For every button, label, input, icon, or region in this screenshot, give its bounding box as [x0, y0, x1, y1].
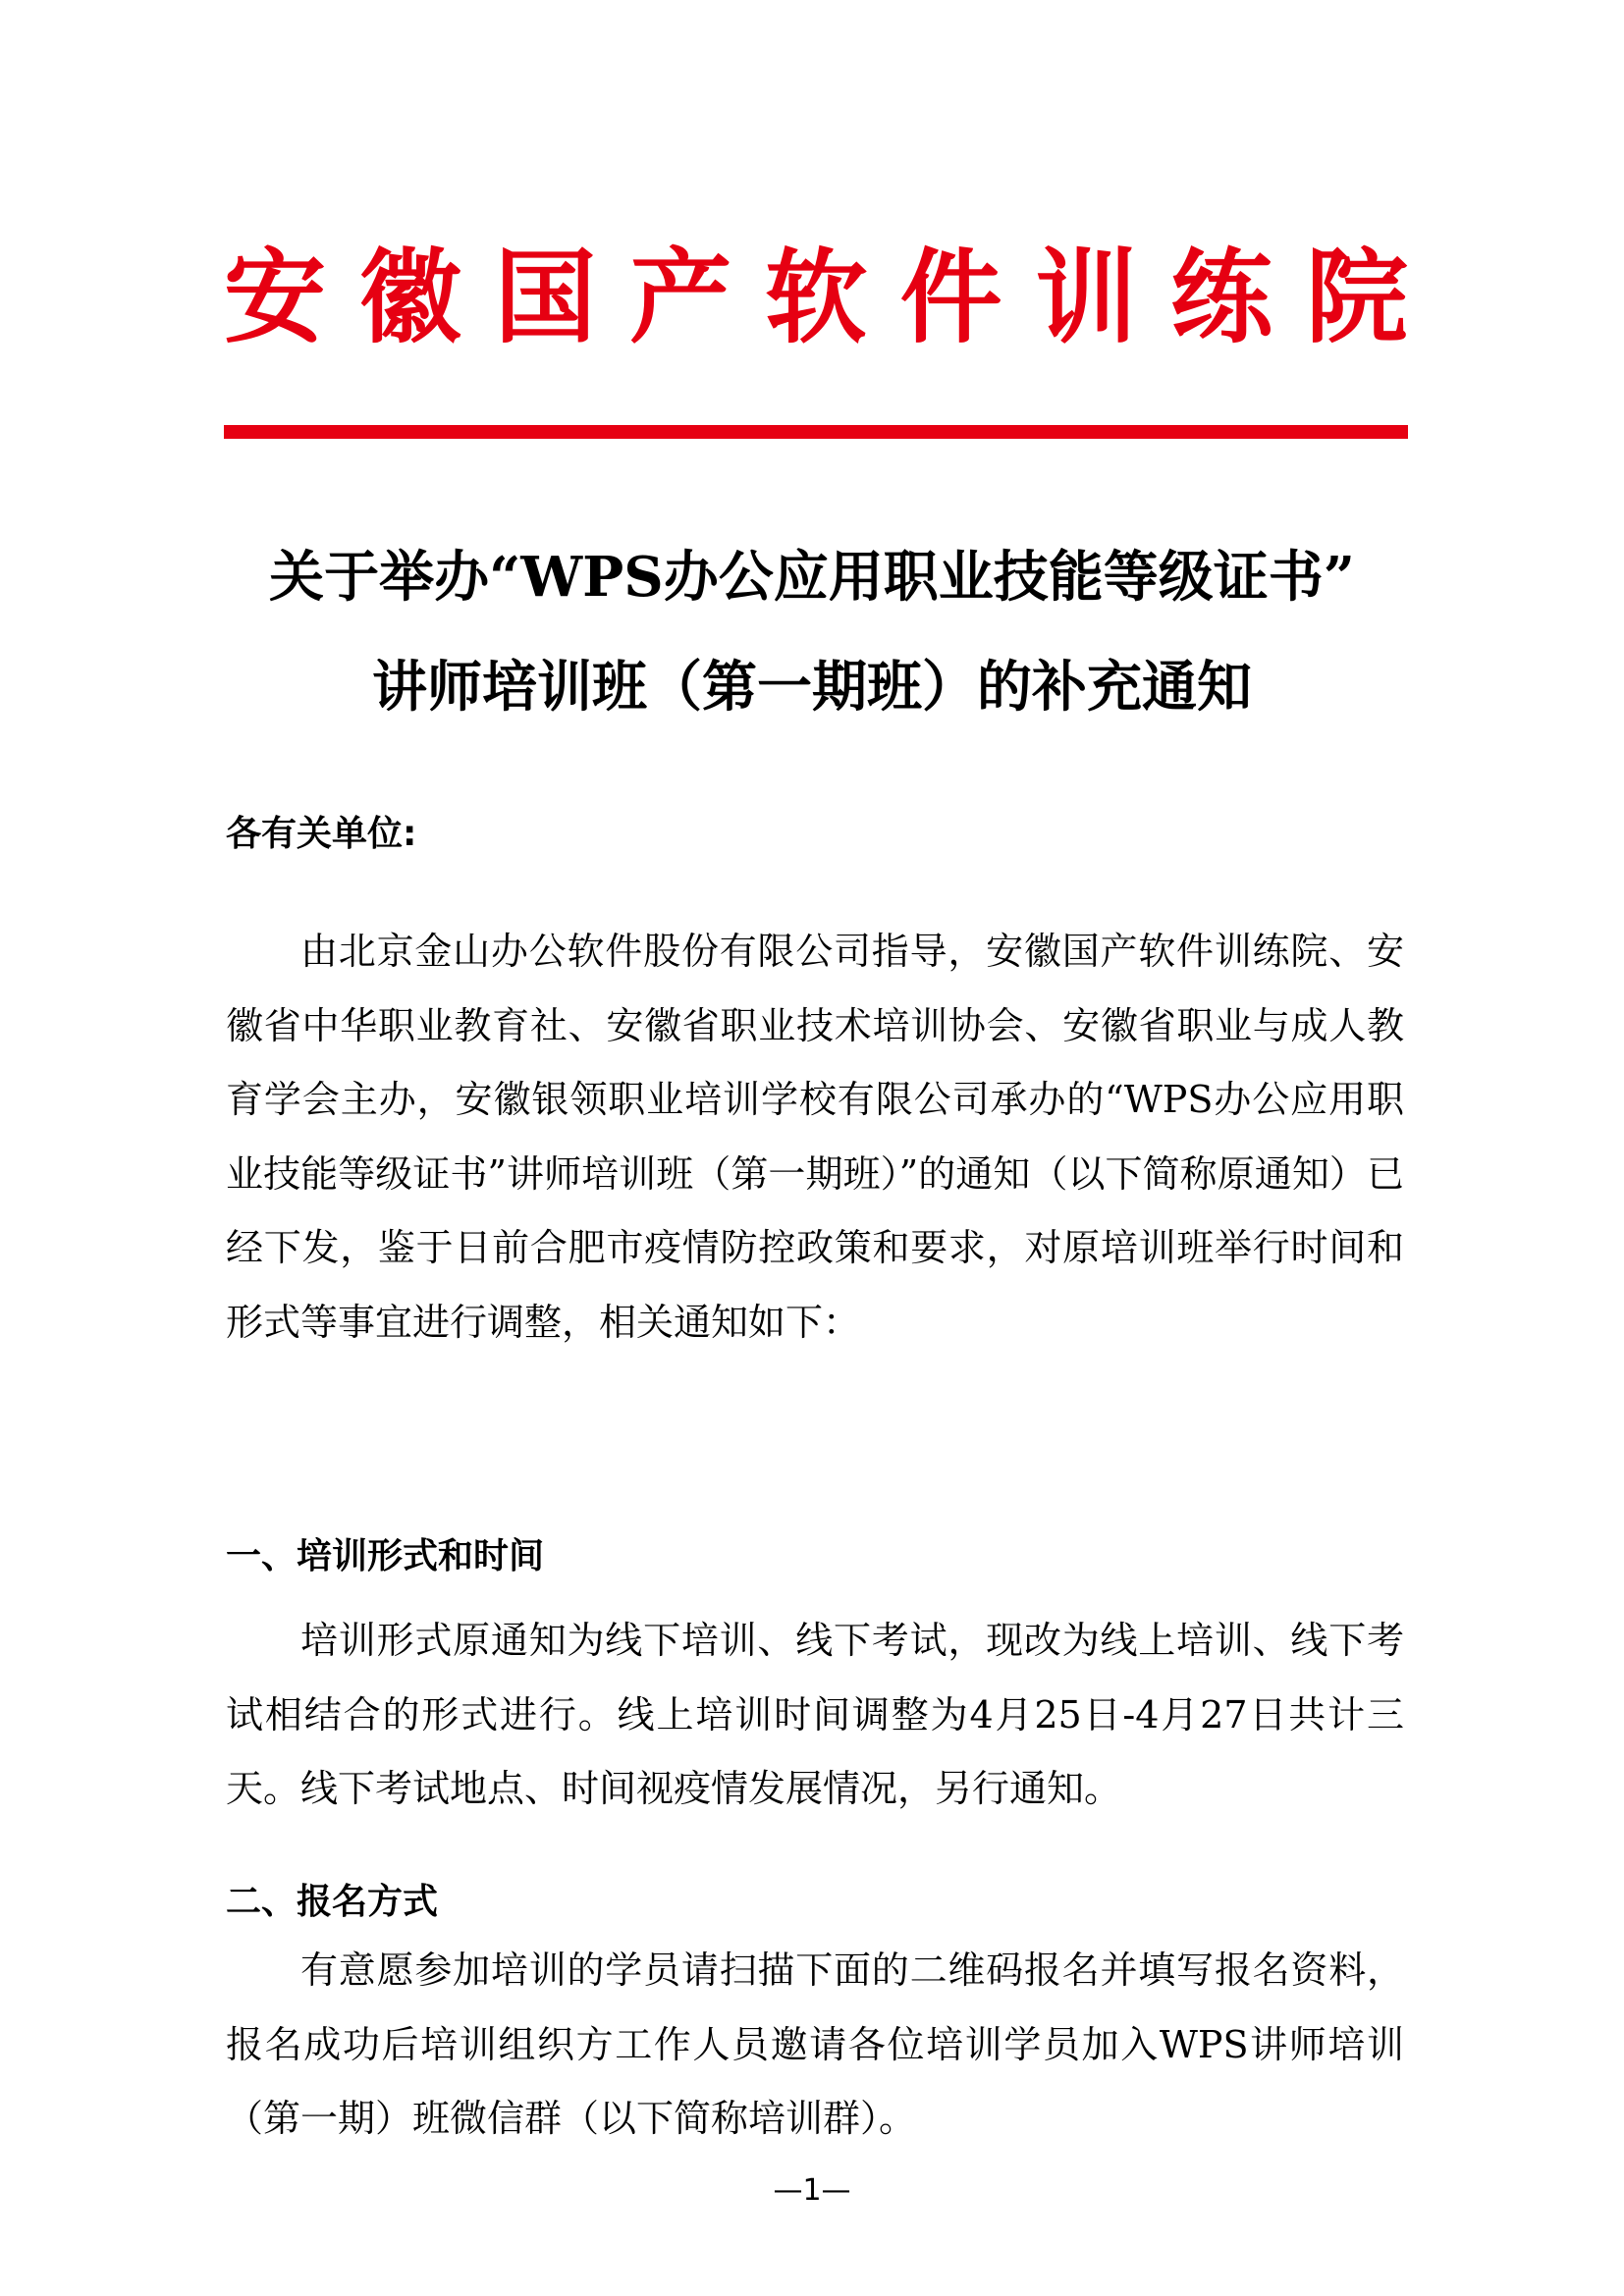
letterhead-char: 徽	[358, 238, 461, 357]
document-title-line-2: 讲师培训班（第一期班）的补充通知	[372, 655, 1252, 720]
letterhead-char: 件	[899, 238, 1002, 357]
page-number: —1—	[773, 2173, 851, 2208]
letterhead-char: 练	[1170, 238, 1273, 357]
section-heading-registration: 二、报名方式	[226, 1882, 439, 1922]
letterhead-char: 训	[1035, 238, 1138, 357]
letterhead-char: 院	[1305, 238, 1408, 357]
letterhead-char: 软	[764, 238, 867, 357]
letterhead-char: 安	[224, 238, 327, 357]
letterhead-char: 国	[494, 238, 597, 357]
letterhead-divider	[224, 425, 1408, 439]
intro-paragraph: 由北京金山办公软件股份有限公司指导，安徽国产软件训练院、安徽省中华职业教育社、安徽省职业技术培训协会、安徽省职业与成人教育学会主办，安徽银领职业培训学校有限公司承办的“WPS办公应用职业技能等级证书”讲师培训班（第一期班）”的通知（以下简称原通知）已经下发，鉴于日前合肥市疫情防控政策和要求，对原培训班举行时间和形式等事宜进行调整，相关通知如下：	[226, 930, 1404, 1344]
section-paragraph-training-format: 培训形式原通知为线下培训、线下考试，现改为线上培训、线下考试相结合的形式进行。线上培训时间调整为4月25日-4月27日共计三天。线下考试地点、时间视疫情发展情况，另行通知。	[226, 1619, 1404, 1810]
section-heading-training-format: 一、培训形式和时间	[226, 1536, 545, 1576]
organization-letterhead	[224, 234, 1408, 361]
letterhead-char: 产	[629, 238, 732, 357]
section-paragraph-registration: 有意愿参加培训的学员请扫描下面的二维码报名并填写报名资料，报名成功后培训组织方工作人员邀请各位培训学员加入WPS讲师培训（第一期）班微信群（以下简称培训群）。	[226, 1949, 1404, 2140]
salutation: 各有关单位:	[226, 814, 417, 854]
document-title-line-1: 关于举办“WPS办公应用职业技能等级证书”	[269, 545, 1355, 610]
